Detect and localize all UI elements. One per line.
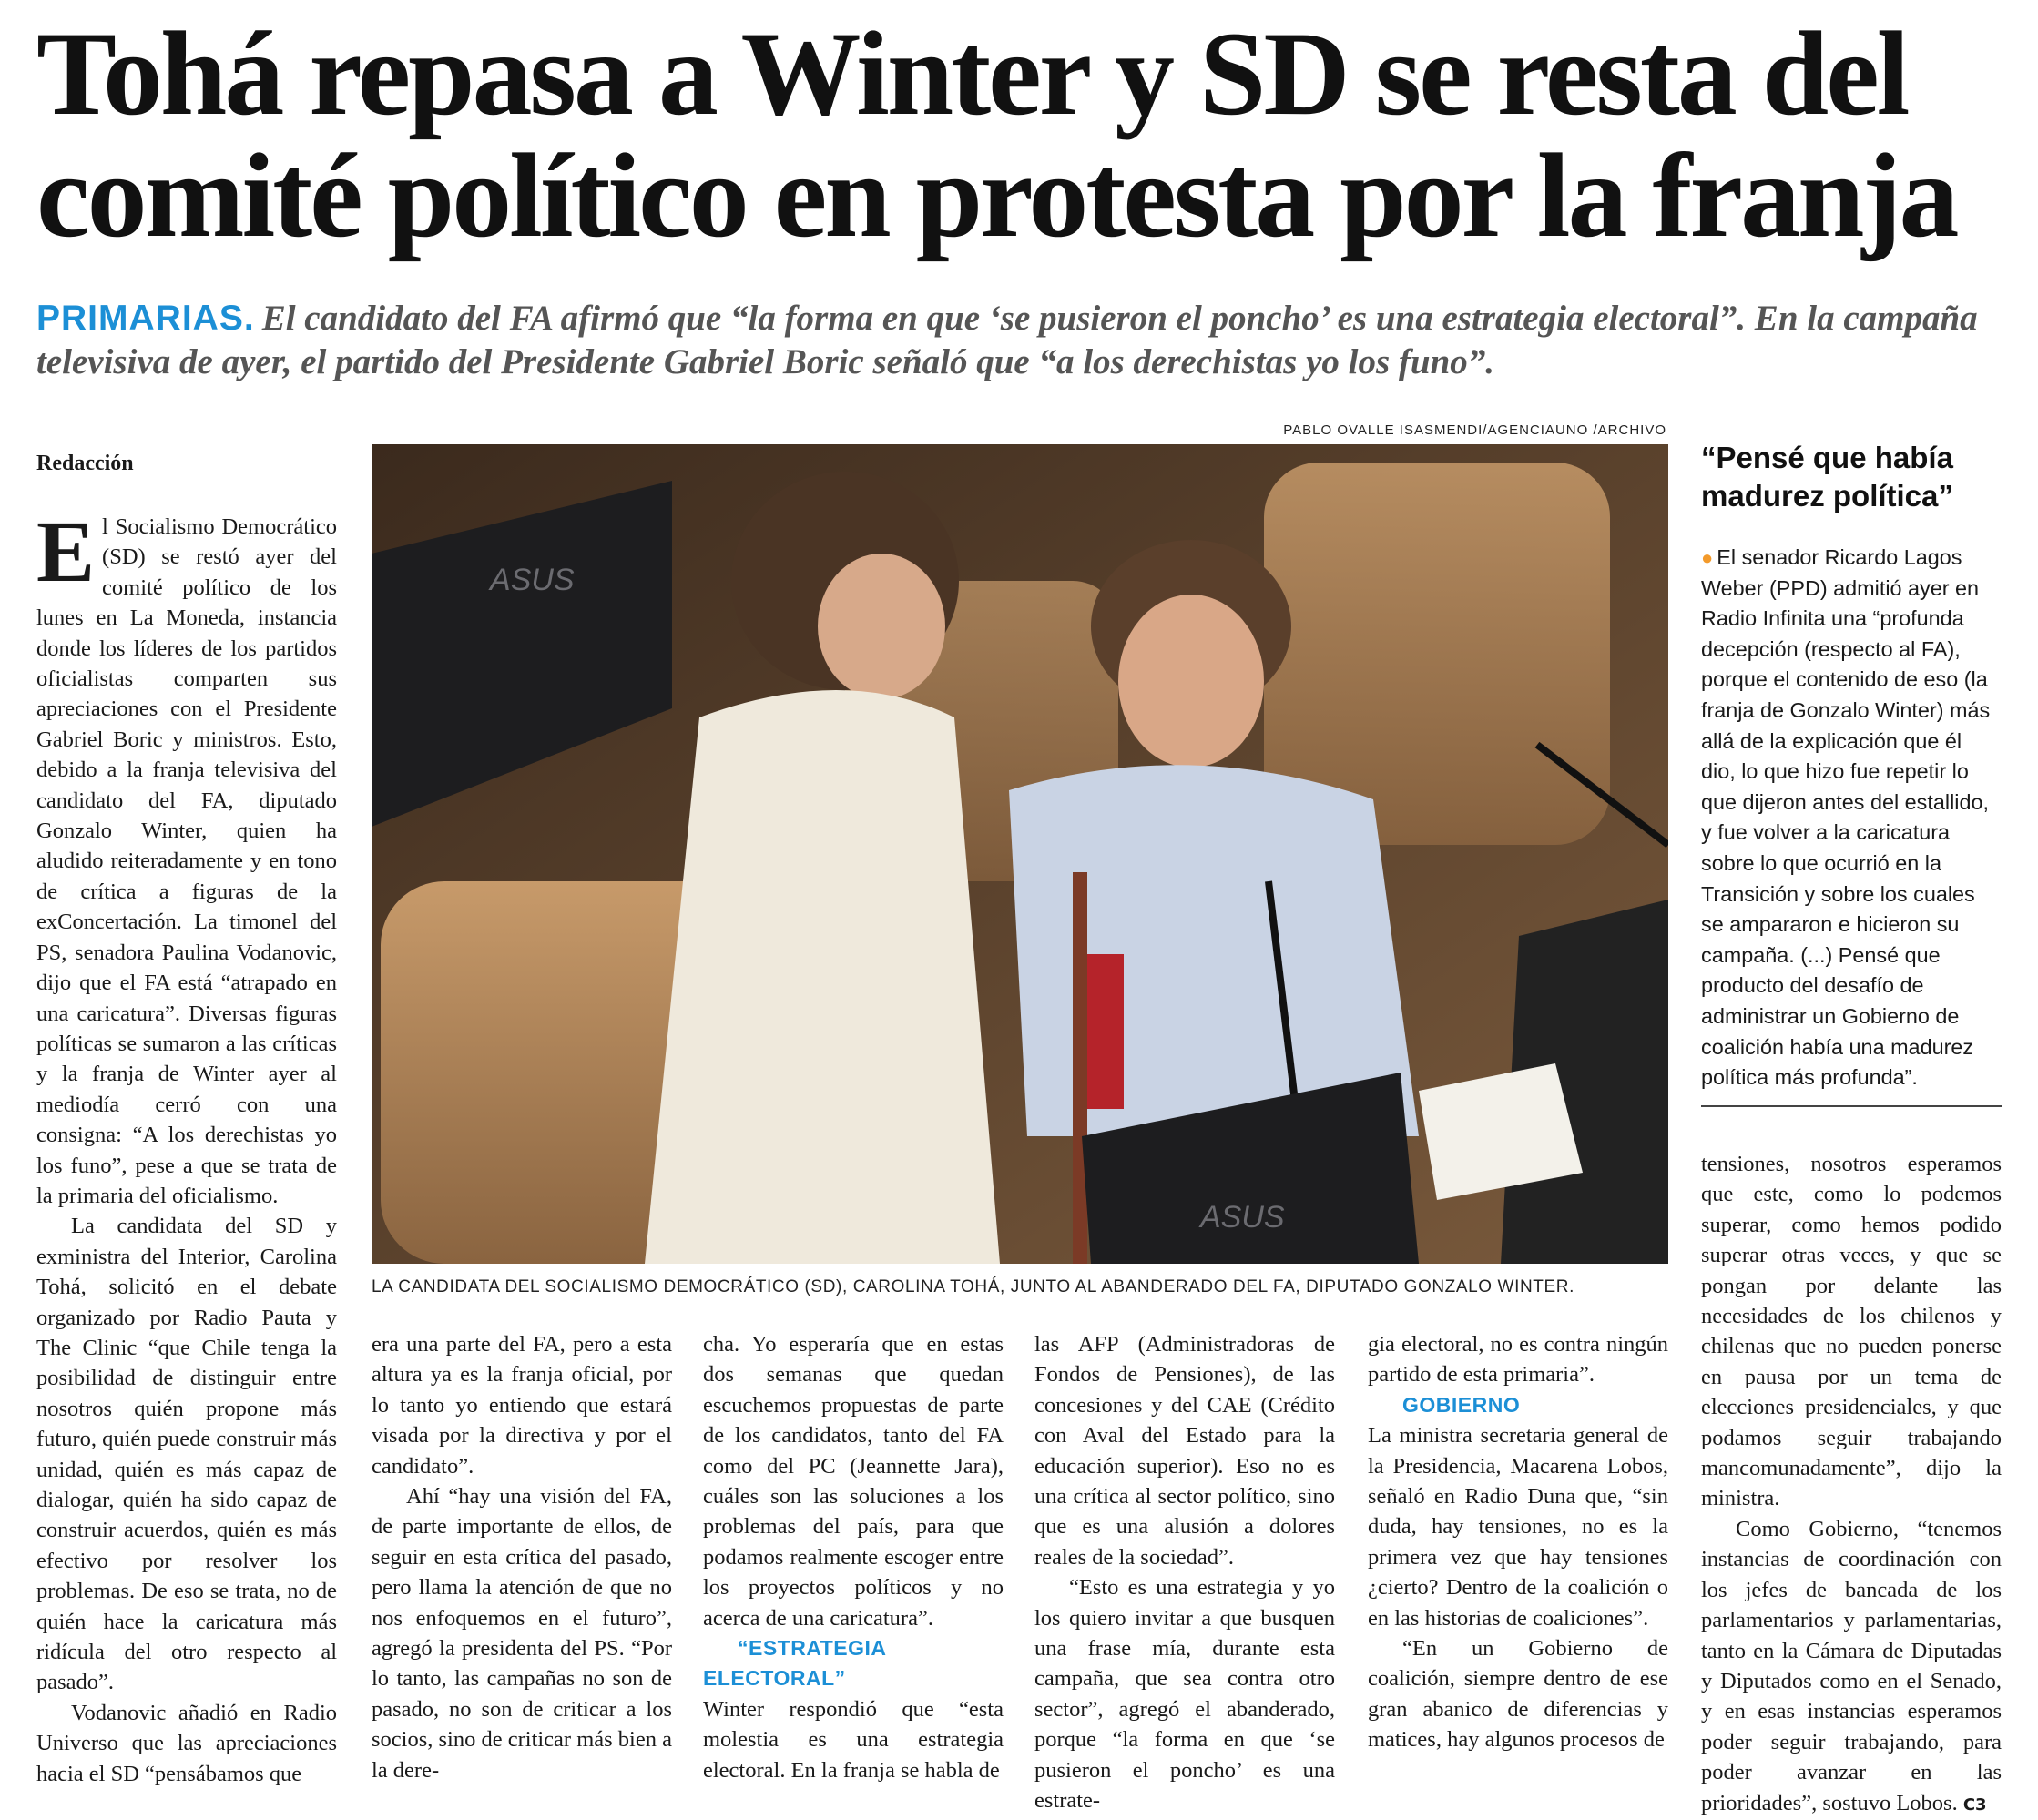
laptop-brand-left: ASUS [490,563,575,597]
article-paragraph: La candidata del SD y exministra del Interior, Carolina Tohá, solicitó en el debate organizado por Radio Pauta y The Clinic “que Chile tenga la posibilidad de distinguir entre nosotros quién propone más futuro, quién puede construir más unidad, quién es más capaz de dialogar, quién ha sido capaz de construir acuerdos, quién es más efectivo por resolver los problemas. De eso se trata, no de quién hace la caricatura más ridícula del otro respecto al pasado”. [36,1214,337,1695]
news-photo [372,444,1668,1264]
article-column-5 [1368,1329,1668,1755]
deck-text: El candidato del FA afirmó que “la forma en que ‘se pusieron el poncho’ es una estrategia electoral”. En la campaña televisiva de ayer, el partido del Presidente Gabriel Boric señaló que “a los derechistas yo los funo”. [36,299,1978,381]
drop-cap: E [36,503,96,600]
article-column-6 [1701,1149,2002,1820]
sidebar-body: ● El senador Ricardo Lagos Weber (PPD) admitió ayer en Radio Infinita una “profunda decepción (respecto al FA), porque el contenido de eso (la franja de Gonzalo Winter) más allá de la explicación que él dio, lo que hizo fue repetir lo que dijeron antes del estallido, y fue volver a la caricatura sobre lo que ocurrió en la Transición y sobre los cuales se ampararon e hicieron su campaña. (...) Pensé que producto del desafío de administrar un Gobierno de coalición había una madurez política más profunda”. [1701,545,1991,1090]
article-paragraph: “Esto es una estrategia y yo los quiero invitar a que busquen una frase mía, durante esta campaña, que sea contra otro sector”, agregó el abanderado, porque “la forma en que ‘se pusieron el poncho’ es una estrate- [1034,1575,1335,1814]
article-paragraph: las AFP (Administradoras de Fondos de Pensiones), de las concesiones y del CAE (Crédito con Aval del Estado para la educación superior). Eso no es una crítica al sector político, sino que es una alusión a dolores reales de la sociedad”. [1034,1332,1335,1570]
article-paragraph: Como Gobierno, “tenemos instancias de coordinación con los jefes de bancada de los parlamentarios y parlamentarias, tanto en la Cámara de Diputadas y Diputados como en el Senado, y en esas instancias esperamos poder seguir trabajando, para poder avanzar en las prioridades”, sostuvo Lobos. C3 [1701,1516,2002,1815]
photo-illustration [372,444,1668,1264]
article-column-1 [36,503,337,1789]
article-paragraph: cha. Yo esperaría que en estas dos semanas que quedan escuchemos propuestas de parte de los candidatos, tanto del FA como del PC (Jeannette Jara), cuáles son las soluciones a los problemas del país, para que podamos realmente escoger entre los proyectos políticos y no acerca de una caricatura”. [703,1332,1004,1631]
article-paragraph: Ahí “hay una visión del FA, de parte importante de ellos, de seguir en esta crítica del pasado, pero llama la atención de que no nos enfoquemos en el futuro”, agregó la presidenta del PS. “Por lo tanto, las campañas no son de pasado, no son de criticar a los socios, sino de criticar más bien a la dere- [372,1484,672,1783]
article-paragraph: Winter respondió que “esta molestia es una estrategia electoral. En la franja se habla de [703,1696,1004,1783]
bullet-dot-icon: ● [1701,546,1714,569]
deck [36,297,2013,384]
article-paragraph: El Socialismo Democrático (SD) se restó ayer del comité político de los lunes en La Moneda, instancia donde los líderes de los partidos oficialistas comparten sus apreciaciones con el Presidente Gabriel Boric y ministros. Esto, debido a la franja televisiva del candidato del FA, diputado Gonzalo Winter, quien ha aludido reiteradamente y en tono de crítica a figuras de la exConcertación. La timonel del PS, senadora Paulina Vodanovic, dijo que el FA está “atrapado en una caricatura”. Diversas figuras políticas se sumaron a las críticas y la franja de Winter ayer al mediodía cerró con una consigna: “A los derechistas yo los funo”, pese a que se trata de la primaria del oficialismo. [36,503,337,1208]
article-paragraph: gia electoral, no es contra ningún partido de esta primaria”. [1368,1332,1668,1388]
article-column-3 [703,1329,1004,1785]
laptop-brand-right: ASUS [1200,1200,1285,1235]
photo-caption: LA CANDIDATA DEL SOCIALISMO DEMOCRÁTICO (SD), CAROLINA TOHÁ, JUNTO AL ABANDERADO DEL FA, DIPUTADO GONZALO WINTER. [372,1277,1574,1296]
section-subhead: “ESTRATEGIA ELECTORAL” [703,1636,887,1691]
photo-credit: PABLO OVALLE ISASMENDI/AGENCIAUNO /ARCHIVO [1283,422,1666,438]
article-paragraph: Vodanovic añadió en Radio Universo que las apreciaciones hacia el SD “pensábamos que [36,1700,337,1786]
article-paragraph: “En un Gobierno de coalición, siempre dentro de ese gran abanico de diferencias y matices, hay algunos procesos de [1368,1636,1668,1753]
section-subhead: GOBIERNO [1402,1392,1521,1417]
sidebar-divider [1701,1105,2002,1107]
article-column-2 [372,1329,672,1785]
headline: Tohá repasa a Winter y SD se resta del comité político en protesta por la franja [36,6,1957,262]
article-paragraph: tensiones, nosotros esperamos que este, como lo podemos superar, como hemos podido superar otras veces, y que se pongan por delante las necesidades de los chilenos y chilenas que no pueden ponerse en pausa por un tema de elecciones presidenciales, y que podamos seguir trabajando mancomunadamente”, dijo la ministra. [1701,1152,2002,1511]
end-mark-icon: C3 [1962,1795,1987,1815]
article-paragraph: era una parte del FA, pero a esta altura ya es la franja oficial, por lo tanto yo entiendo que estará visada por la directiva y por el candidato”. [372,1332,672,1479]
byline: Redacción [36,452,134,475]
article-column-4 [1034,1329,1335,1816]
article-paragraph: La ministra secretaria general de la Presidencia, Macarena Lobos, señaló en Radio Duna que, “sin duda, hay tensiones, no es la primera vez que hay tensiones ¿cierto? Dentro de la coalición o en las historias de coaliciones”. [1368,1423,1668,1631]
deck-kicker: PRIMARIAS. [36,299,255,338]
sidebar-title: “Pensé que había madurez política” [1701,441,1953,513]
